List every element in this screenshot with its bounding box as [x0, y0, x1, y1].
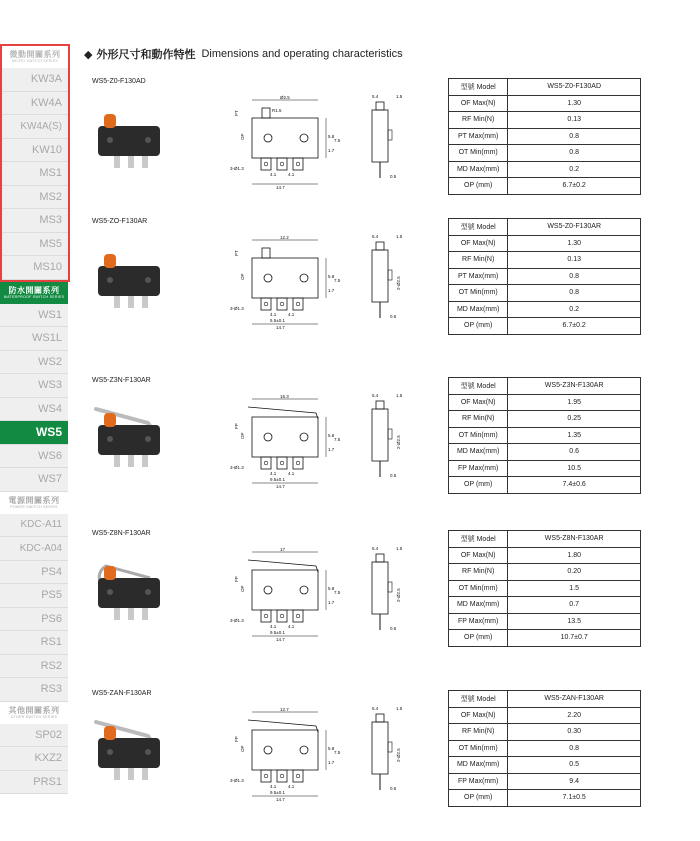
spec-key: OT Min(mm) [449, 740, 508, 757]
dimension-label: 5.4 [372, 393, 379, 398]
spec-key: OT Min(mm) [449, 145, 508, 162]
sidebar-item-kxz2[interactable]: KXZ2 [0, 747, 68, 771]
dimension-label: 4.1 [270, 624, 277, 629]
spec-value: 0.20 [508, 564, 641, 581]
table-row [449, 691, 641, 708]
dimension-label: 5.8 [328, 586, 335, 591]
micro-group-title: 微動開關系列 [9, 50, 61, 59]
power-group-title: 電源開關系列 [8, 495, 60, 505]
spec-value: 0.8 [508, 740, 641, 757]
dimension-label: R1.5 [272, 108, 282, 113]
dimension-label: 7.5 [334, 278, 341, 283]
dimension-label: PT [234, 110, 239, 116]
dimension-label: 1.7 [328, 447, 335, 452]
table-row [449, 724, 641, 741]
front-dimension-drawing [230, 542, 350, 642]
spec-value: 0.8 [508, 128, 641, 145]
spec-value: 0.7 [508, 597, 641, 614]
dimension-label: 5.8 [328, 274, 335, 279]
dimension-label: 0.5 [390, 314, 397, 319]
dimension-label: 5.4 [372, 546, 379, 551]
table-row [449, 235, 641, 252]
dimension-label: 5.4 [372, 94, 379, 99]
dimension-label: 17 [280, 547, 286, 552]
dimension-label: 14.7 [276, 325, 285, 330]
table-row [449, 580, 641, 597]
dimension-label: 4.1 [270, 172, 277, 177]
sidebar-item-ps5[interactable]: PS5 [0, 584, 68, 608]
sidebar-item-ms2[interactable]: MS2 [2, 186, 68, 210]
dimension-label: 9.5±0.1 [270, 477, 285, 482]
sidebar-item-ws7[interactable]: WS7 [0, 468, 68, 492]
spec-key: 型號 Model [449, 691, 508, 708]
spec-table [448, 218, 641, 335]
sidebar-item-ps6[interactable]: PS6 [0, 608, 68, 632]
table-row [449, 378, 641, 395]
table-row [449, 268, 641, 285]
dimension-label: OP [240, 432, 245, 439]
dimension-label: 9.5±0.1 [270, 790, 285, 795]
spec-value: 2.20 [508, 707, 641, 724]
spec-table [448, 377, 641, 494]
dimension-label: 5.4 [372, 706, 379, 711]
spec-value: 7.4±0.6 [508, 477, 641, 494]
model-title: WS5-Z3N-F130AR [92, 377, 151, 384]
product-section [90, 690, 650, 810]
spec-table [448, 530, 641, 647]
spec-key: OT Min(mm) [449, 427, 508, 444]
table-row [449, 460, 641, 477]
dimension-label: 4.1 [288, 624, 295, 629]
spec-value: 0.25 [508, 411, 641, 428]
waterproof-switch-group [0, 282, 68, 492]
sidebar-item-rs3[interactable]: RS3 [0, 678, 68, 702]
table-row [449, 112, 641, 129]
power-switch-group [0, 492, 68, 702]
sidebar-item-kw4a[interactable]: KW4A [2, 92, 68, 116]
product-section [90, 218, 650, 338]
series-sidebar [0, 44, 68, 794]
dimension-label: 3-Ø1.3 [230, 306, 244, 311]
spec-key: RF Min(N) [449, 564, 508, 581]
front-dimension-drawing [230, 230, 350, 330]
switch-photo [90, 552, 170, 628]
model-title: WS5-ZAN-F130AR [92, 690, 152, 697]
micro-switch-group [0, 44, 70, 282]
dimension-label: 4.1 [270, 312, 277, 317]
switch-photo [90, 100, 170, 176]
sidebar-item-ms10[interactable]: MS10 [2, 256, 68, 280]
spec-value: 0.8 [508, 268, 641, 285]
sidebar-item-kdc-a04[interactable]: KDC-A04 [0, 537, 68, 561]
table-row [449, 219, 641, 236]
table-row [449, 790, 641, 807]
other-group-header [0, 702, 68, 724]
spec-value: WS5-Z0-F130AR [508, 219, 641, 236]
spec-key: RF Min(N) [449, 724, 508, 741]
spec-key: OP (mm) [449, 318, 508, 335]
spec-key: 型號 Model [449, 531, 508, 548]
product-section [90, 78, 650, 198]
spec-key: OT Min(mm) [449, 580, 508, 597]
spec-value: 1.95 [508, 394, 641, 411]
dimension-label: 3-Ø1.3 [230, 465, 244, 470]
dimension-label: 3-Ø1.3 [230, 618, 244, 623]
dimension-label: 1.5 [396, 234, 403, 239]
sidebar-item-ws3[interactable]: WS3 [0, 374, 68, 398]
sidebar-item-ws2[interactable]: WS2 [0, 351, 68, 375]
spec-value: 0.2 [508, 301, 641, 318]
product-section [90, 530, 650, 650]
sidebar-item-kw3a[interactable]: KW3A [2, 68, 68, 92]
table-row [449, 178, 641, 195]
table-row [449, 597, 641, 614]
dimension-label: 5.4 [372, 234, 379, 239]
table-row [449, 128, 641, 145]
spec-key: OF Max(N) [449, 707, 508, 724]
dimension-label: 12.7 [280, 707, 289, 712]
dimension-label: 1.7 [328, 760, 335, 765]
side-dimension-drawing [360, 230, 410, 330]
dimension-label: OP [240, 745, 245, 752]
spec-value: 9.4 [508, 773, 641, 790]
dimension-label: 4.1 [270, 471, 277, 476]
spec-key: FP Max(mm) [449, 773, 508, 790]
dimension-label: 14.7 [276, 637, 285, 642]
spec-table [448, 78, 641, 195]
dimension-label: 1.7 [328, 288, 335, 293]
sidebar-item-rs1[interactable]: RS1 [0, 631, 68, 655]
table-row [449, 301, 641, 318]
dimension-label: PT [234, 250, 239, 256]
dimension-label: 9.5±0.1 [270, 630, 285, 635]
dimension-label: OP [240, 133, 245, 140]
spec-key: 型號 Model [449, 378, 508, 395]
sidebar-item-rs2[interactable]: RS2 [0, 655, 68, 679]
table-row [449, 145, 641, 162]
dimension-label: 5.5±0.1 [270, 318, 285, 323]
dimension-label: FP [234, 736, 239, 742]
header-title-en: Dimensions and operating characteristics [201, 48, 403, 60]
dimension-label: 2-Ø2.5 [396, 588, 401, 602]
table-row [449, 707, 641, 724]
dimension-label: OP [240, 585, 245, 592]
water-group-title: 防水開關系列 [8, 285, 60, 295]
dimension-label: 1.7 [328, 148, 335, 153]
dimension-label: 14.7 [276, 484, 285, 489]
model-title: WS5-Z0-F130AD [92, 78, 146, 85]
side-dimension-drawing [360, 90, 410, 190]
micro-group-subtitle: MICRO SWITCH SERIES [12, 59, 58, 63]
dimension-label: 4.1 [288, 784, 295, 789]
front-dimension-drawing [230, 389, 350, 489]
dimension-label: 2-Ø2.5 [396, 748, 401, 762]
spec-value: WS5-ZAN-F130AR [508, 691, 641, 708]
dimension-label: OP [240, 273, 245, 280]
other-group-subtitle: OTHER SWITCH SERIES [10, 714, 58, 719]
spec-value: 0.2 [508, 161, 641, 178]
table-row [449, 161, 641, 178]
switch-photo [90, 399, 170, 475]
spec-key: 型號 Model [449, 79, 508, 96]
dimension-label: 5.8 [328, 134, 335, 139]
table-row [449, 773, 641, 790]
diamond-icon: ◆ [84, 48, 93, 61]
dimension-label: 15.3 [280, 394, 289, 399]
table-row [449, 252, 641, 269]
side-dimension-drawing [360, 389, 410, 489]
spec-value: 7.1±0.5 [508, 790, 641, 807]
spec-key: OF Max(N) [449, 547, 508, 564]
spec-value: 0.8 [508, 285, 641, 302]
dimension-label: 5.8 [328, 746, 335, 751]
dimension-label: 1.5 [396, 546, 403, 551]
dimension-label: 0.5 [390, 174, 397, 179]
other-group-title: 其他開關系列 [8, 705, 60, 715]
front-dimension-drawing [230, 90, 350, 190]
table-row [449, 757, 641, 774]
other-switch-group [0, 702, 68, 795]
dimension-label: 7.5 [334, 590, 341, 595]
spec-key: MD Max(mm) [449, 301, 508, 318]
table-row [449, 427, 641, 444]
dimension-label: 1.5 [396, 94, 403, 99]
dimension-label: 12.2 [280, 235, 289, 240]
spec-key: RF Min(N) [449, 411, 508, 428]
table-row [449, 79, 641, 96]
dimension-label: 1.5 [396, 393, 403, 398]
dimension-label: 4.1 [288, 312, 295, 317]
dimension-label: 14.7 [276, 185, 285, 190]
spec-value: WS5-Z3N-F130AR [508, 378, 641, 395]
sidebar-item-ms1[interactable]: MS1 [2, 162, 68, 186]
dimension-label: 0.5 [390, 473, 397, 478]
table-row [449, 285, 641, 302]
spec-key: OP (mm) [449, 178, 508, 195]
spec-value: WS5-Z0-F130AD [508, 79, 641, 96]
spec-value: 10.5 [508, 460, 641, 477]
dimension-label: 3-Ø1.3 [230, 778, 244, 783]
spec-key: OP (mm) [449, 630, 508, 647]
power-group-header [0, 492, 68, 514]
water-group-subtitle: WATERPROOF SWITCH SERIES [3, 294, 65, 299]
spec-key: OF Max(N) [449, 95, 508, 112]
sidebar-item-sp02[interactable]: SP02 [0, 724, 68, 748]
spec-value: 6.7±0.2 [508, 178, 641, 195]
spec-value: 0.13 [508, 112, 641, 129]
table-row [449, 531, 641, 548]
spec-key: OF Max(N) [449, 394, 508, 411]
sidebar-item-ws1[interactable]: WS1 [0, 304, 68, 328]
spec-value: 0.13 [508, 252, 641, 269]
spec-value: 10.7±0.7 [508, 630, 641, 647]
dimension-label: 7.5 [334, 138, 341, 143]
side-dimension-drawing [360, 542, 410, 642]
spec-value: WS5-Z8N-F130AR [508, 531, 641, 548]
sidebar-item-kdc-a11[interactable]: KDC-A11 [0, 514, 68, 538]
sidebar-item-ws4[interactable]: WS4 [0, 398, 68, 422]
sidebar-item-kw4a-s-[interactable]: KW4A(S) [2, 115, 68, 139]
spec-value: 6.7±0.2 [508, 318, 641, 335]
dimension-label: Ø2.5 [280, 95, 290, 100]
dimension-label: 0.5 [390, 626, 397, 631]
spec-value: 1.5 [508, 580, 641, 597]
spec-value: 0.6 [508, 444, 641, 461]
table-row [449, 564, 641, 581]
spec-table [448, 690, 641, 807]
sidebar-item-ps4[interactable]: PS4 [0, 561, 68, 585]
product-section [90, 377, 650, 497]
switch-photo [90, 240, 170, 316]
spec-key: PT Max(mm) [449, 268, 508, 285]
spec-key: 型號 Model [449, 219, 508, 236]
sidebar-item-ms5[interactable]: MS5 [2, 233, 68, 257]
dimension-label: 0.5 [390, 786, 397, 791]
sidebar-item-ms3[interactable]: MS3 [2, 209, 68, 233]
model-title: WS5-Z8N-F130AR [92, 530, 151, 537]
dimension-label: 2-Ø2.5 [396, 435, 401, 449]
dimension-label: 1.7 [328, 600, 335, 605]
spec-value: 1.30 [508, 235, 641, 252]
table-row [449, 95, 641, 112]
spec-key: MD Max(mm) [449, 161, 508, 178]
table-row [449, 547, 641, 564]
spec-key: OP (mm) [449, 790, 508, 807]
page-header [84, 46, 403, 62]
dimension-label: 2-Ø2.5 [396, 276, 401, 290]
spec-key: MD Max(mm) [449, 597, 508, 614]
sidebar-item-kw10[interactable]: KW10 [2, 139, 68, 163]
table-row [449, 411, 641, 428]
dimension-label: 14.7 [276, 797, 285, 802]
sidebar-item-prs1[interactable]: PRS1 [0, 771, 68, 795]
spec-value: 0.30 [508, 724, 641, 741]
spec-key: RF Min(N) [449, 112, 508, 129]
spec-key: OT Min(mm) [449, 285, 508, 302]
spec-key: OP (mm) [449, 477, 508, 494]
dimension-label: 4.1 [270, 784, 277, 789]
spec-value: 0.8 [508, 145, 641, 162]
dimension-label: 1.5 [396, 706, 403, 711]
table-row [449, 630, 641, 647]
dimension-label: 7.5 [334, 750, 341, 755]
spec-key: FP Max(mm) [449, 613, 508, 630]
sidebar-item-ws6[interactable]: WS6 [0, 445, 68, 469]
sidebar-item-ws5[interactable]: WS5 [0, 421, 68, 445]
side-dimension-drawing [360, 702, 410, 802]
water-group-header [0, 282, 68, 304]
micro-group-header [2, 46, 68, 68]
spec-key: MD Max(mm) [449, 757, 508, 774]
dimension-label: FP [234, 576, 239, 582]
spec-value: 1.80 [508, 547, 641, 564]
dimension-label: 7.5 [334, 437, 341, 442]
spec-key: RF Min(N) [449, 252, 508, 269]
table-row [449, 394, 641, 411]
front-dimension-drawing [230, 702, 350, 802]
spec-value: 0.5 [508, 757, 641, 774]
table-row [449, 613, 641, 630]
dimension-label: 4.1 [288, 471, 295, 476]
table-row [449, 318, 641, 335]
table-row [449, 444, 641, 461]
model-title: WS5-ZO-F130AR [92, 218, 148, 225]
spec-key: PT Max(mm) [449, 128, 508, 145]
power-group-subtitle: POWER SWITCH SERIES [10, 504, 58, 509]
dimension-label: 5.8 [328, 433, 335, 438]
table-row [449, 740, 641, 757]
switch-photo [90, 712, 170, 788]
spec-key: MD Max(mm) [449, 444, 508, 461]
sidebar-item-ws1l[interactable]: WS1L [0, 327, 68, 351]
table-row [449, 477, 641, 494]
spec-value: 13.5 [508, 613, 641, 630]
spec-key: FP Max(mm) [449, 460, 508, 477]
spec-value: 1.35 [508, 427, 641, 444]
spec-key: OF Max(N) [449, 235, 508, 252]
header-title-cn: 外形尺寸和動作特性 [96, 49, 196, 61]
dimension-label: 4.1 [288, 172, 295, 177]
dimension-label: 3-Ø1.3 [230, 166, 244, 171]
dimension-label: FP [234, 423, 239, 429]
spec-value: 1.30 [508, 95, 641, 112]
